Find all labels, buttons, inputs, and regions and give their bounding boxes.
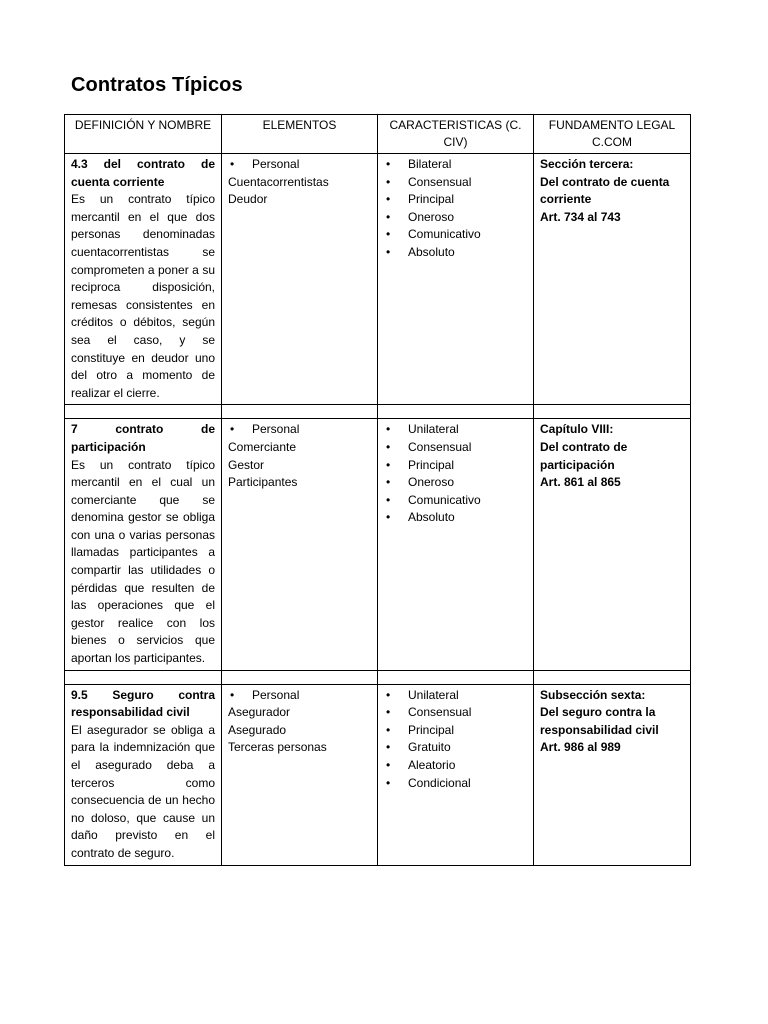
fundamento-line: Sección tercera: <box>540 157 634 171</box>
bullet-icon: • <box>230 687 235 702</box>
elemento-label: Personal <box>252 157 300 171</box>
bullet-icon: • <box>386 687 391 702</box>
elemento-item: Participantes <box>228 475 298 490</box>
caracteristicas-cell <box>378 154 534 405</box>
caracteristica-item <box>384 775 527 793</box>
caracteristica-item <box>384 156 527 174</box>
table-row <box>65 684 691 865</box>
contract-definition: Es un contrato típico mercantil en el cual un comerciante que se denomina gestor se obliga con una o varias personas llamadas participantes a compartir las utilidades o pérdidas que resulten de las operaciones que el gestor realice con los bienes o servicios que aportan los participantes. <box>71 457 215 666</box>
caracteristica-label: Oneroso <box>408 209 455 224</box>
caracteristica-item <box>384 492 527 510</box>
definicion-cell <box>65 154 222 405</box>
bullet-icon: • <box>386 722 391 737</box>
definicion-cell <box>65 419 222 670</box>
spacer-cell <box>222 670 378 684</box>
contract-name: 7 contrato de participación <box>71 422 215 454</box>
caracteristica-label: Principal <box>408 457 455 472</box>
caracteristicas-cell <box>378 419 534 670</box>
caracteristica-label: Consensual <box>408 705 472 720</box>
page-title: Contratos Típicos <box>71 74 243 96</box>
fundamento-line: Art. 986 al 989 <box>540 740 621 755</box>
definicion-cell <box>65 684 222 865</box>
elemento-item: Terceras personas <box>228 740 327 755</box>
caracteristica-label: Unilateral <box>408 687 459 702</box>
caracteristica-item <box>384 421 527 439</box>
bullet-icon: • <box>386 775 391 790</box>
spacer-cell <box>534 405 691 419</box>
elemento-item <box>228 687 371 705</box>
contract-name: 4.3 del contrato de cuenta corriente <box>71 157 215 189</box>
elementos-cell <box>222 154 378 405</box>
caracteristica-label: Comunicativo <box>408 227 481 242</box>
caracteristica-label: Principal <box>408 192 455 207</box>
caracteristica-item <box>384 704 527 722</box>
caracteristica-item <box>384 739 527 757</box>
spacer-cell <box>534 670 691 684</box>
spacer-cell <box>378 670 534 684</box>
caracteristica-item <box>384 209 527 227</box>
fundamento-line: Del seguro contra la responsabilidad civil <box>540 705 659 737</box>
caracteristica-label: Consensual <box>408 439 472 454</box>
header-elementos: ELEMENTOS <box>222 115 378 154</box>
bullet-icon: • <box>386 705 391 720</box>
elemento-label: Personal <box>252 687 300 702</box>
caracteristica-label: Aleatorio <box>408 758 456 772</box>
bullet-icon: • <box>386 475 391 490</box>
bullet-icon: • <box>386 758 391 772</box>
bullet-icon: • <box>386 244 391 259</box>
bullet-icon: • <box>386 439 391 454</box>
caracteristica-item <box>384 457 527 475</box>
bullet-icon: • <box>386 227 391 242</box>
bullet-icon: • <box>386 209 391 224</box>
elementos-cell <box>222 684 378 865</box>
fundamento-line: Art. 734 al 743 <box>540 209 621 224</box>
contract-definition: Es un contrato típico mercantil en el que dos personas denominadas cuentacorrentistas se comprometen a poner a su reciproca disposición, remesas consistentes en créditos o débitos, según sea el caso, y se constituye en deudor uno del otro a momento de realizar el cierre. <box>71 192 215 400</box>
caracteristica-label: Comunicativo <box>408 492 481 507</box>
caracteristica-label: Absoluto <box>408 510 455 525</box>
bullet-icon: • <box>386 510 391 525</box>
bullet-icon: • <box>386 492 391 507</box>
caracteristica-label: Condicional <box>408 775 471 790</box>
header-caracteristicas: CARACTERISTICAS (C. CIV) <box>378 115 534 154</box>
caracteristica-label: Unilateral <box>408 422 459 437</box>
elemento-item <box>228 156 371 174</box>
elemento-item: Comerciante <box>228 439 297 454</box>
caracteristica-label: Absoluto <box>408 244 455 259</box>
caracteristica-item <box>384 174 527 192</box>
fundamento-line: Capítulo VIII: <box>540 422 614 437</box>
bullet-icon: • <box>386 174 391 189</box>
fundamento-line: Subsección sexta: <box>540 687 646 702</box>
spacer-row <box>65 405 691 419</box>
elemento-item: Asegurador <box>228 705 291 720</box>
elemento-item: Asegurado <box>228 722 287 737</box>
spacer-cell <box>378 405 534 419</box>
caracteristica-label: Principal <box>408 722 455 737</box>
caracteristica-item <box>384 722 527 740</box>
elemento-item <box>228 421 371 439</box>
caracteristica-item <box>384 687 527 705</box>
caracteristicas-list <box>384 421 527 527</box>
fundamento-cell <box>534 419 691 670</box>
caracteristica-item <box>384 439 527 457</box>
bullet-icon: • <box>386 457 391 472</box>
caracteristica-label: Oneroso <box>408 475 455 490</box>
caracteristicas-cell <box>378 684 534 865</box>
bullet-icon: • <box>386 422 391 437</box>
caracteristica-item <box>384 191 527 209</box>
bullet-icon: • <box>386 192 391 207</box>
table-row <box>65 154 691 405</box>
bullet-icon: • <box>386 157 391 171</box>
elemento-item: Deudor <box>228 192 268 207</box>
fundamento-line: Del contrato de participación <box>540 439 628 472</box>
contract-definition: El asegurador se obliga a para la indemnización que el asegurado deba a terceros como consecuencia de un hecho no doloso, que cause un daño previsto en el contrato de seguro. <box>71 722 215 860</box>
fundamento-cell <box>534 154 691 405</box>
caracteristica-item <box>384 757 527 775</box>
contract-name: 9.5 Seguro contra responsabilidad civil <box>71 687 215 720</box>
caracteristicas-list <box>384 687 527 793</box>
spacer-cell <box>222 405 378 419</box>
fundamento-line: Art. 861 al 865 <box>540 475 621 490</box>
caracteristica-item <box>384 509 527 527</box>
caracteristica-item <box>384 226 527 244</box>
caracteristica-item <box>384 244 527 262</box>
spacer-row <box>65 670 691 684</box>
caracteristicas-list <box>384 156 527 262</box>
spacer-cell <box>65 670 222 684</box>
bullet-icon: • <box>230 157 235 171</box>
bullet-icon: • <box>230 422 235 437</box>
caracteristica-item <box>384 474 527 492</box>
fundamento-line: Del contrato de cuenta corriente <box>540 174 670 207</box>
header-definicion: DEFINICIÓN Y NOMBRE <box>65 115 222 154</box>
fundamento-cell <box>534 684 691 865</box>
spacer-cell <box>65 405 222 419</box>
caracteristica-label: Bilateral <box>408 157 452 171</box>
caracteristica-label: Gratuito <box>408 740 451 755</box>
header-fundamento: FUNDAMENTO LEGAL C.COM <box>534 115 691 154</box>
bullet-icon: • <box>386 740 391 755</box>
caracteristica-label: Consensual <box>408 174 472 189</box>
elementos-cell <box>222 419 378 670</box>
contracts-table <box>64 114 691 866</box>
elemento-item: Cuentacorrentistas <box>228 174 329 189</box>
table-header-row <box>65 115 691 154</box>
elemento-label: Personal <box>252 422 300 437</box>
table-row <box>65 419 691 670</box>
elemento-item: Gestor <box>228 457 265 472</box>
